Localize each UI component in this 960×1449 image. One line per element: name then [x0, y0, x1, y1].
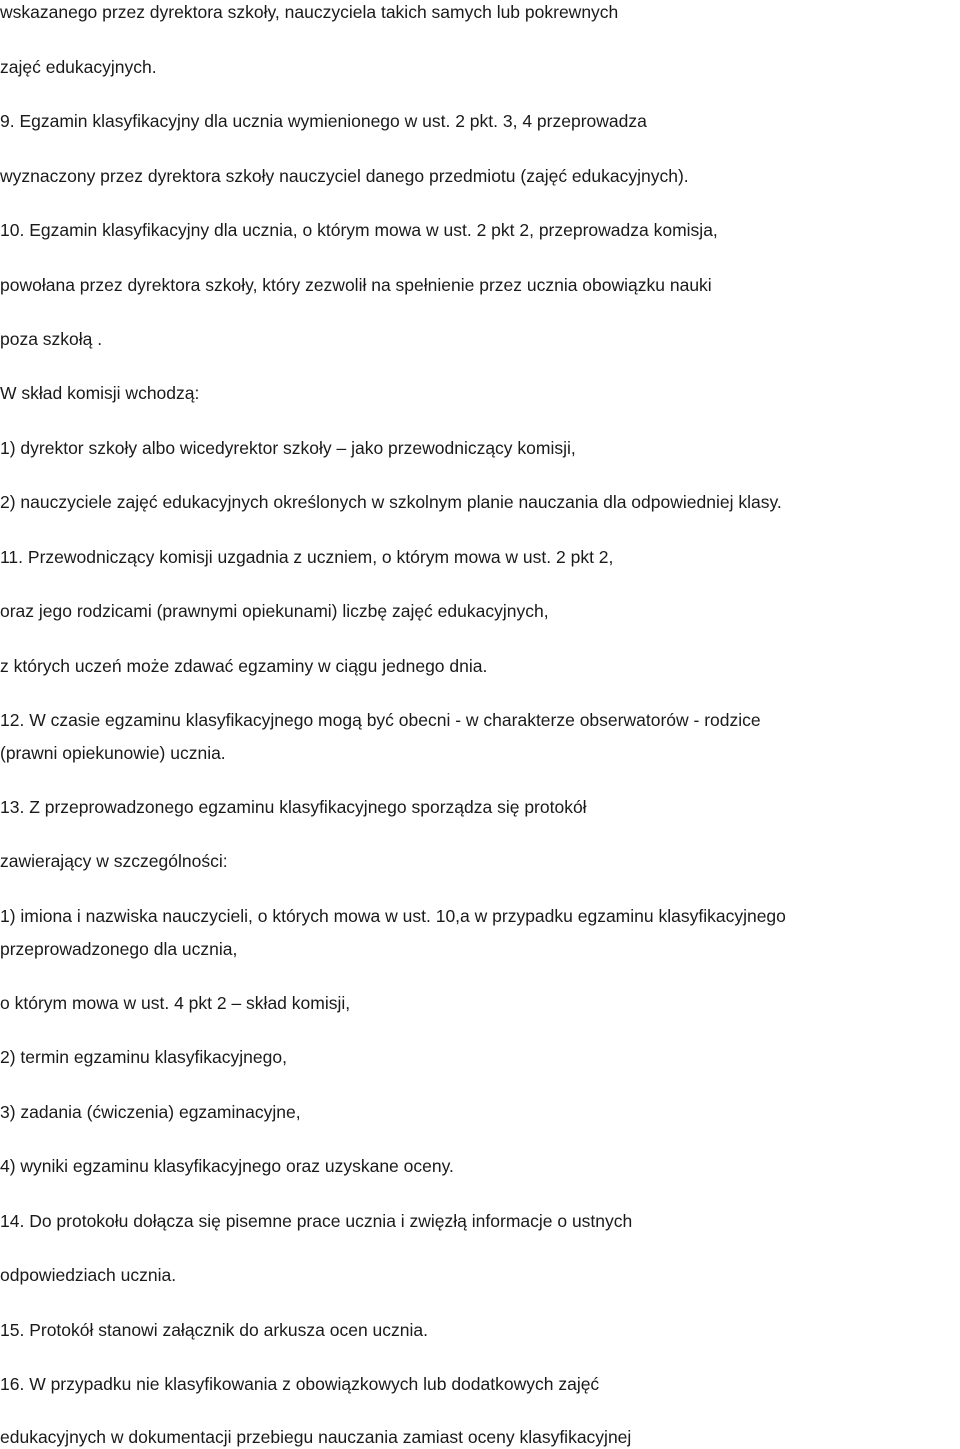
text-line: 16. W przypadku nie klasyfikowania z obowiązkowych lub dodatkowych zajęć [0, 1374, 600, 1394]
text-line: 11. Przewodniczący komisji uzgadnia z uczniem, o którym mowa w ust. 2 pkt 2, [0, 547, 614, 567]
text-line: powołana przez dyrektora szkoły, który zezwolił na spełnienie przez ucznia obowiązku nauki [0, 275, 712, 295]
text-line: poza szkołą . [0, 329, 103, 349]
text-line: zajęć edukacyjnych. [0, 57, 157, 77]
text-line: z których uczeń może zdawać egzaminy w ciągu jednego dnia. [0, 656, 488, 676]
text-line: 14. Do protokołu dołącza się pisemne prace ucznia i zwięzłą informacje o ustnych [0, 1211, 633, 1231]
text-line: 13. Z przeprowadzonego egzaminu klasyfikacyjnego sporządza się protokół [0, 797, 587, 817]
text-line: W skład komisji wchodzą: [0, 383, 200, 403]
text-line: zawierający w szczególności: [0, 851, 228, 871]
text-line: (prawni opiekunowie) ucznia. [0, 743, 226, 763]
text-line: 15. Protokół stanowi załącznik do arkusza ocen ucznia. [0, 1320, 429, 1340]
text-line: 9. Egzamin klasyfikacyjny dla ucznia wymienionego w ust. 2 pkt. 3, 4 przeprowadza [0, 111, 647, 131]
text-line: 1) dyrektor szkoły albo wicedyrektor szkoły – jako przewodniczący komisji, [0, 438, 576, 458]
text-line: wyznaczony przez dyrektora szkoły nauczyciel danego przedmiotu (zajęć edukacyjnych). [0, 166, 689, 186]
text-line: wskazanego przez dyrektora szkoły, nauczyciela takich samych lub pokrewnych [0, 2, 619, 22]
text-line: 4) wyniki egzaminu klasyfikacyjnego oraz uzyskane oceny. [0, 1156, 454, 1176]
text-line: odpowiedziach ucznia. [0, 1265, 177, 1285]
text-line: edukacyjnych w dokumentacji przebiegu nauczania zamiast oceny klasyfikacyjnej [0, 1427, 632, 1447]
text-line: przeprowadzonego dla ucznia, [0, 939, 238, 959]
text-line: 3) zadania (ćwiczenia) egzaminacyjne, [0, 1102, 301, 1122]
text-line: 1) imiona i nazwiska nauczycieli, o których mowa w ust. 10,a w przypadku egzaminu klasyfikacyjnego [0, 906, 786, 926]
text-line: o którym mowa w ust. 4 pkt 2 – skład komisji, [0, 993, 351, 1013]
text-line: oraz jego rodzicami (prawnymi opiekunami) liczbę zajęć edukacyjnych, [0, 601, 549, 621]
text-line: 10. Egzamin klasyfikacyjny dla ucznia, o którym mowa w ust. 2 pkt 2, przeprowadza komisja, [0, 220, 718, 240]
text-line: 2) termin egzaminu klasyfikacyjnego, [0, 1047, 287, 1067]
text-line: 2) nauczyciele zajęć edukacyjnych określonych w szkolnym planie nauczania dla odpowiedniej klasy. [0, 492, 782, 512]
text-line: 12. W czasie egzaminu klasyfikacyjnego mogą być obecni - w charakterze obserwatorów - rodzice [0, 710, 761, 730]
